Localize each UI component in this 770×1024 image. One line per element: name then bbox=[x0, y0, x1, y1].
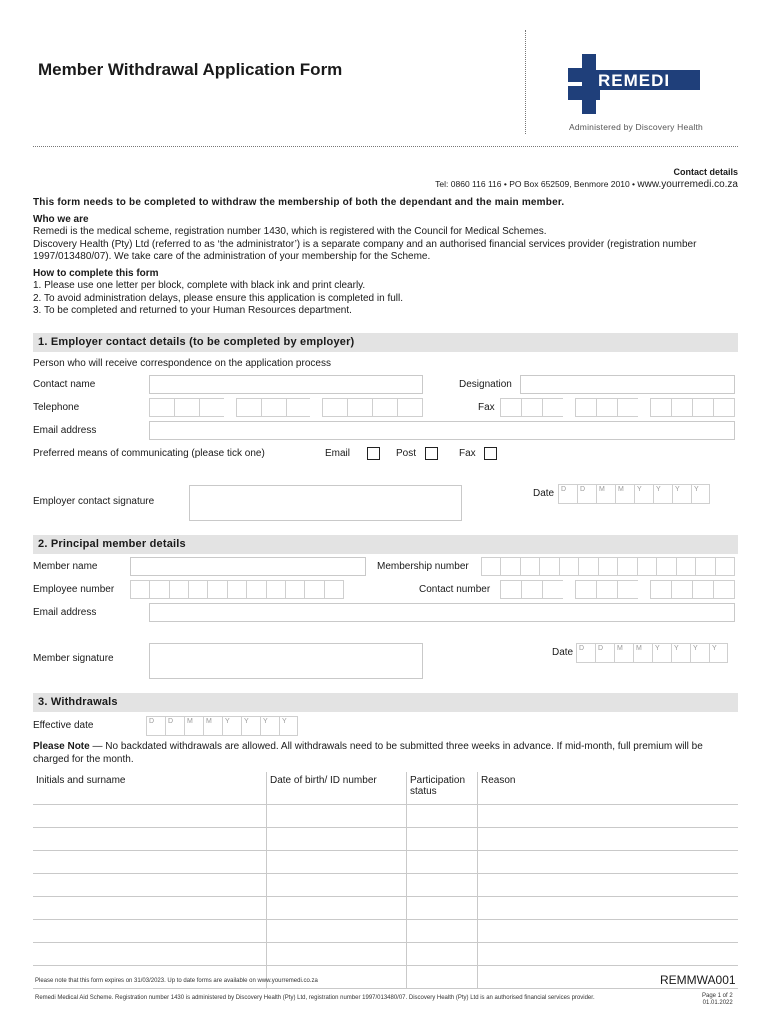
member-email-field[interactable] bbox=[149, 603, 735, 622]
fax-label: Fax bbox=[478, 402, 495, 413]
option-post-label: Post bbox=[396, 448, 417, 459]
contact-number-label: Contact number bbox=[419, 584, 491, 595]
designation-field[interactable] bbox=[520, 375, 735, 394]
contact-details: Tel: 0860 116 116 • PO Box 652509, Benmore 2010 • bbox=[435, 179, 636, 189]
table-row[interactable] bbox=[33, 920, 738, 943]
preferred-label: Preferred means of communicating (please tick one) bbox=[33, 448, 265, 459]
table-row[interactable] bbox=[33, 897, 738, 920]
divider-horizontal bbox=[33, 146, 738, 147]
administered-by: Administered by Discovery Health bbox=[569, 122, 703, 132]
page-title: Member Withdrawal Application Form bbox=[38, 60, 343, 79]
table-row[interactable] bbox=[33, 851, 738, 874]
member-date-label: Date bbox=[552, 647, 574, 658]
col-participation-status: Participation status bbox=[407, 772, 478, 805]
section-2-heading: 2. Principal member details bbox=[33, 535, 738, 554]
form-code: REMMWA001 bbox=[660, 973, 736, 987]
remedi-logo bbox=[568, 54, 700, 114]
withdrawals-table bbox=[33, 772, 738, 989]
option-email-checkbox[interactable] bbox=[367, 447, 380, 460]
section-3-heading: 3. Withdrawals bbox=[33, 693, 738, 712]
option-fax-label: Fax bbox=[459, 448, 476, 459]
table-row[interactable] bbox=[33, 966, 738, 989]
contact-name-field[interactable] bbox=[149, 375, 423, 394]
employer-signature-field[interactable] bbox=[189, 485, 462, 521]
page-number bbox=[702, 993, 733, 1006]
membership-number-label: Membership number bbox=[377, 561, 469, 572]
intro-block bbox=[33, 197, 738, 318]
effective-date-field[interactable]: D D M M Y Y Y Y bbox=[146, 716, 298, 736]
who-heading: Who we are bbox=[33, 213, 89, 225]
col-dob-id: Date of birth/ ID number bbox=[267, 772, 407, 805]
contact-line bbox=[435, 179, 738, 190]
member-name-label: Member name bbox=[33, 561, 98, 572]
note-text: — No backdated withdrawals are allowed. All withdrawals need to be submitted three weeks in advance. If mid-month, full premium will be charged for the month. bbox=[33, 741, 703, 765]
how-heading: How to complete this form bbox=[33, 267, 159, 279]
page-count: Page 1 of 2 bbox=[702, 993, 733, 999]
employer-date-field[interactable]: D D M M Y Y Y Y bbox=[558, 484, 710, 504]
member-signature-label: Member signature bbox=[33, 653, 114, 664]
how-step-2: 2. To avoid administration delays, please ensure this application is completed in full. bbox=[33, 292, 404, 304]
member-email-label: Email address bbox=[33, 607, 97, 618]
section-1-heading: 1. Employer contact details (to be completed by employer) bbox=[33, 333, 738, 352]
contact-name-label: Contact name bbox=[33, 379, 96, 390]
who-line-2: Discovery Health (Pty) Ltd (referred to as ‘the administrator’) is a separate company and an authorised financial services provider (registration number 1997/013480/07). We take care of the administration of your membership for the Scheme. bbox=[33, 238, 697, 262]
please-note bbox=[33, 741, 741, 766]
who-line-1: Remedi is the medical scheme, registration number 1430, which is registered with the Council for Medical Schemes. bbox=[33, 226, 547, 237]
intro-lead: This form needs to be completed to withdraw the membership of both the dependant and the main member. bbox=[33, 197, 565, 208]
designation-label: Designation bbox=[459, 379, 512, 390]
table-row[interactable] bbox=[33, 805, 738, 828]
how-step-3: 3. To be completed and returned to your Human Resources department. bbox=[33, 305, 352, 316]
member-name-field[interactable] bbox=[130, 557, 366, 576]
divider-vertical bbox=[525, 30, 526, 134]
expiry-note: Please note that this form expires on 31/03/2023. Up to date forms are available on www.yourremedi.co.za bbox=[35, 978, 318, 984]
effective-date-label: Effective date bbox=[33, 720, 94, 731]
contact-heading: Contact details bbox=[673, 167, 738, 177]
option-email-label: Email bbox=[325, 448, 351, 459]
employer-email-field[interactable] bbox=[149, 421, 735, 440]
section-1-subtitle: Person who will receive correspondence on the application process bbox=[33, 358, 331, 369]
employer-date-label: Date bbox=[533, 488, 555, 499]
note-bold: Please Note bbox=[33, 741, 90, 752]
form-date: 01.01.2022 bbox=[702, 999, 733, 1006]
employee-number-field[interactable] bbox=[130, 580, 344, 599]
table-header-row bbox=[33, 772, 738, 805]
how-step-1: 1. Please use one letter per block, complete with black ink and print clearly. bbox=[33, 280, 366, 291]
employee-number-label: Employee number bbox=[33, 584, 115, 595]
fax-field[interactable] bbox=[500, 398, 735, 417]
website-link[interactable]: www.yourremedi.co.za bbox=[637, 179, 738, 190]
legal-footer: Remedi Medical Aid Scheme. Registration number 1430 is administered by Discovery Health (Pty) Ltd, registration number 1997/013480/07. Discovery Health (Pty) Ltd is an authorised financial services provider. bbox=[35, 995, 595, 1001]
member-signature-field[interactable] bbox=[149, 643, 423, 679]
col-initials-surname: Initials and surname bbox=[33, 772, 267, 805]
contact-number-field[interactable] bbox=[500, 580, 735, 599]
telephone-label: Telephone bbox=[33, 402, 80, 413]
option-fax-checkbox[interactable] bbox=[484, 447, 497, 460]
table-row[interactable] bbox=[33, 943, 738, 966]
member-date-field[interactable]: D D M M Y Y Y Y bbox=[576, 643, 728, 663]
logo-text: REMEDI bbox=[598, 71, 671, 90]
option-post-checkbox[interactable] bbox=[425, 447, 438, 460]
email-address-label: Email address bbox=[33, 425, 97, 436]
table-row[interactable] bbox=[33, 828, 738, 851]
telephone-field[interactable] bbox=[149, 398, 423, 417]
table-row[interactable] bbox=[33, 874, 738, 897]
employer-signature-label: Employer contact signature bbox=[33, 496, 155, 507]
col-reason: Reason bbox=[478, 772, 739, 805]
membership-number-field[interactable] bbox=[481, 557, 735, 576]
